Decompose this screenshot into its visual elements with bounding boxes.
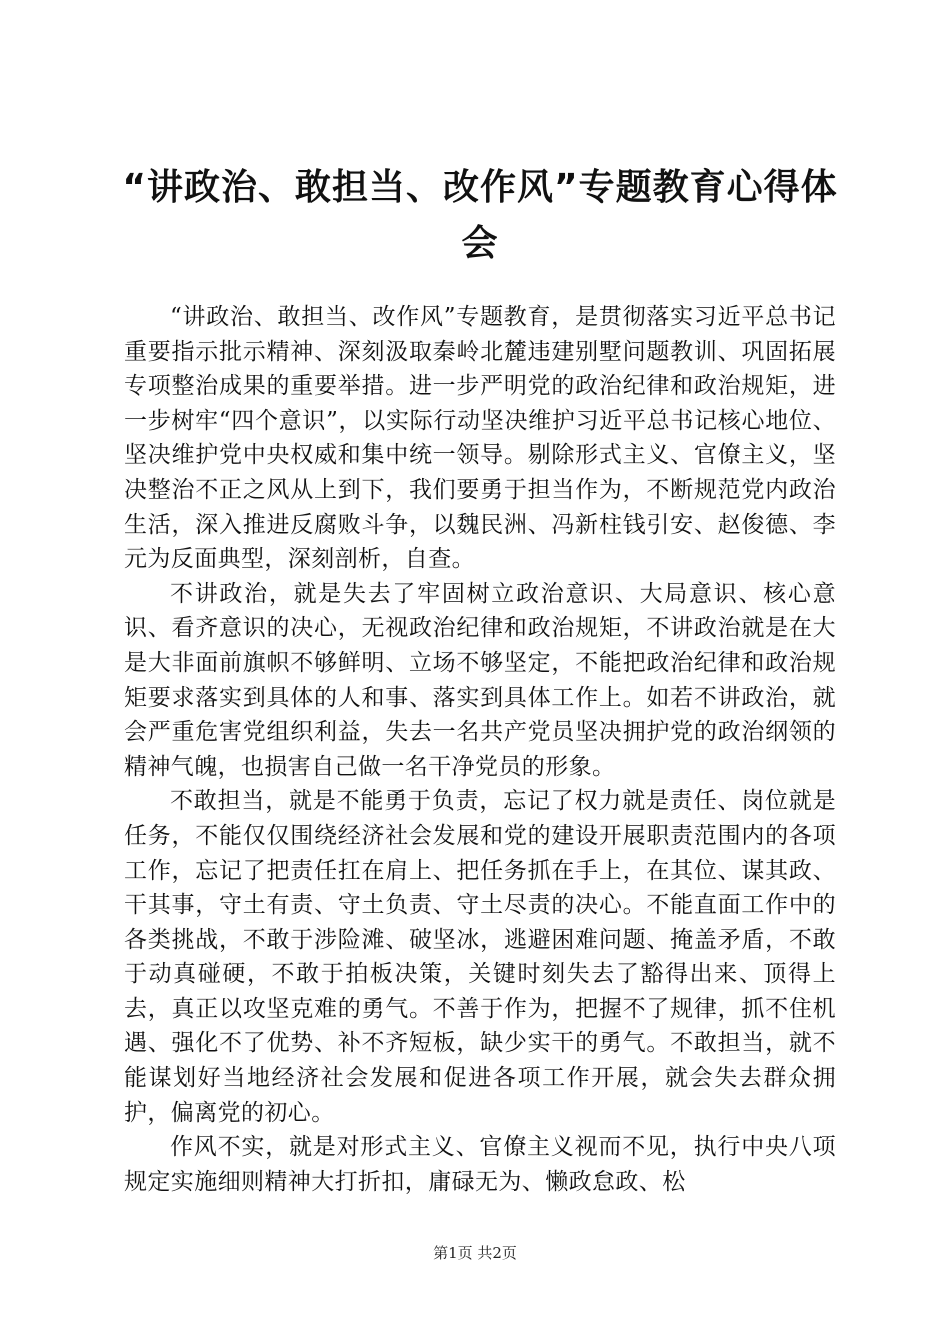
paragraph: “讲政治、敢担当、改作风”专题教育，是贯彻落实习近平总书记重要指示批示精神、深刻汲取秦岭北麓违建别墅问题教训、巩固拓展专项整治成果的重要举措。进一步严明党的政治纪律和政治规矩，进一步树牢“四个意识”，以实际行动坚决维护习近平总书记核心地位、坚决维护党中央权威和集中统一领导。剔除形式主义、官僚主义，坚决整治不正之风从上到下，我们要勇于担当作为，不断规范党内政治生活，深入推进反腐败斗争，以魏民洲、冯新柱钱引安、赵俊德、李元为反面典型，深刻剖析，自查。: [124, 304, 836, 573]
paragraph: 不敢担当，就是不能勇于负责，忘记了权力就是责任、岗位就是任务，不能仅仅围绕经济社会发展和党的建设开展职责范围内的各项工作，忘记了把责任扛在肩上、把任务抓在手上，在其位、谋其政、干其事，守土有责、守土负责、守土尽责的决心。不能直面工作中的各类挑战，不敢于涉险滩、破坚冰，逃避困难问题、掩盖矛盾，不敢于动真碰硬，不敢于拍板决策，关键时刻失去了豁得出来、顶得上去，真正以攻坚克难的勇气。不善于作为，把握不了规律，抓不住机遇、强化不了优势、补不齐短板，缺少实干的勇气。不敢担当，就不能谋划好当地经济社会发展和促进各项工作开展，就会失去群众拥护，偏离党的初心。: [124, 788, 836, 1126]
document-body: [124, 300, 836, 1199]
document-title: “讲政治、敢担当、改作风”专题教育心得体会: [122, 167, 838, 264]
paragraph: 不讲政治，就是失去了牢固树立政治意识、大局意识、核心意识、看齐意识的决心，无视政治纪律和政治规矩，不讲政治就是在大是大非面前旗帜不够鲜明、立场不够坚定，不能把政治纪律和政治规矩要求落实到具体的人和事、落实到具体工作上。如若不讲政治，就会严重危害党组织利益，失去一名共产党员坚决拥护党的政治纲领的精神气魄，也损害自己做一名干净党员的形象。: [124, 580, 836, 780]
page-indicator: 第1页 共2页: [433, 1244, 517, 1262]
page-footer: [0, 1243, 950, 1263]
paragraph: 作风不实，就是对形式主义、官僚主义视而不见，执行中央八项规定实施细则精神大打折扣，庸碌无为、懒政怠政、松: [124, 1134, 836, 1195]
